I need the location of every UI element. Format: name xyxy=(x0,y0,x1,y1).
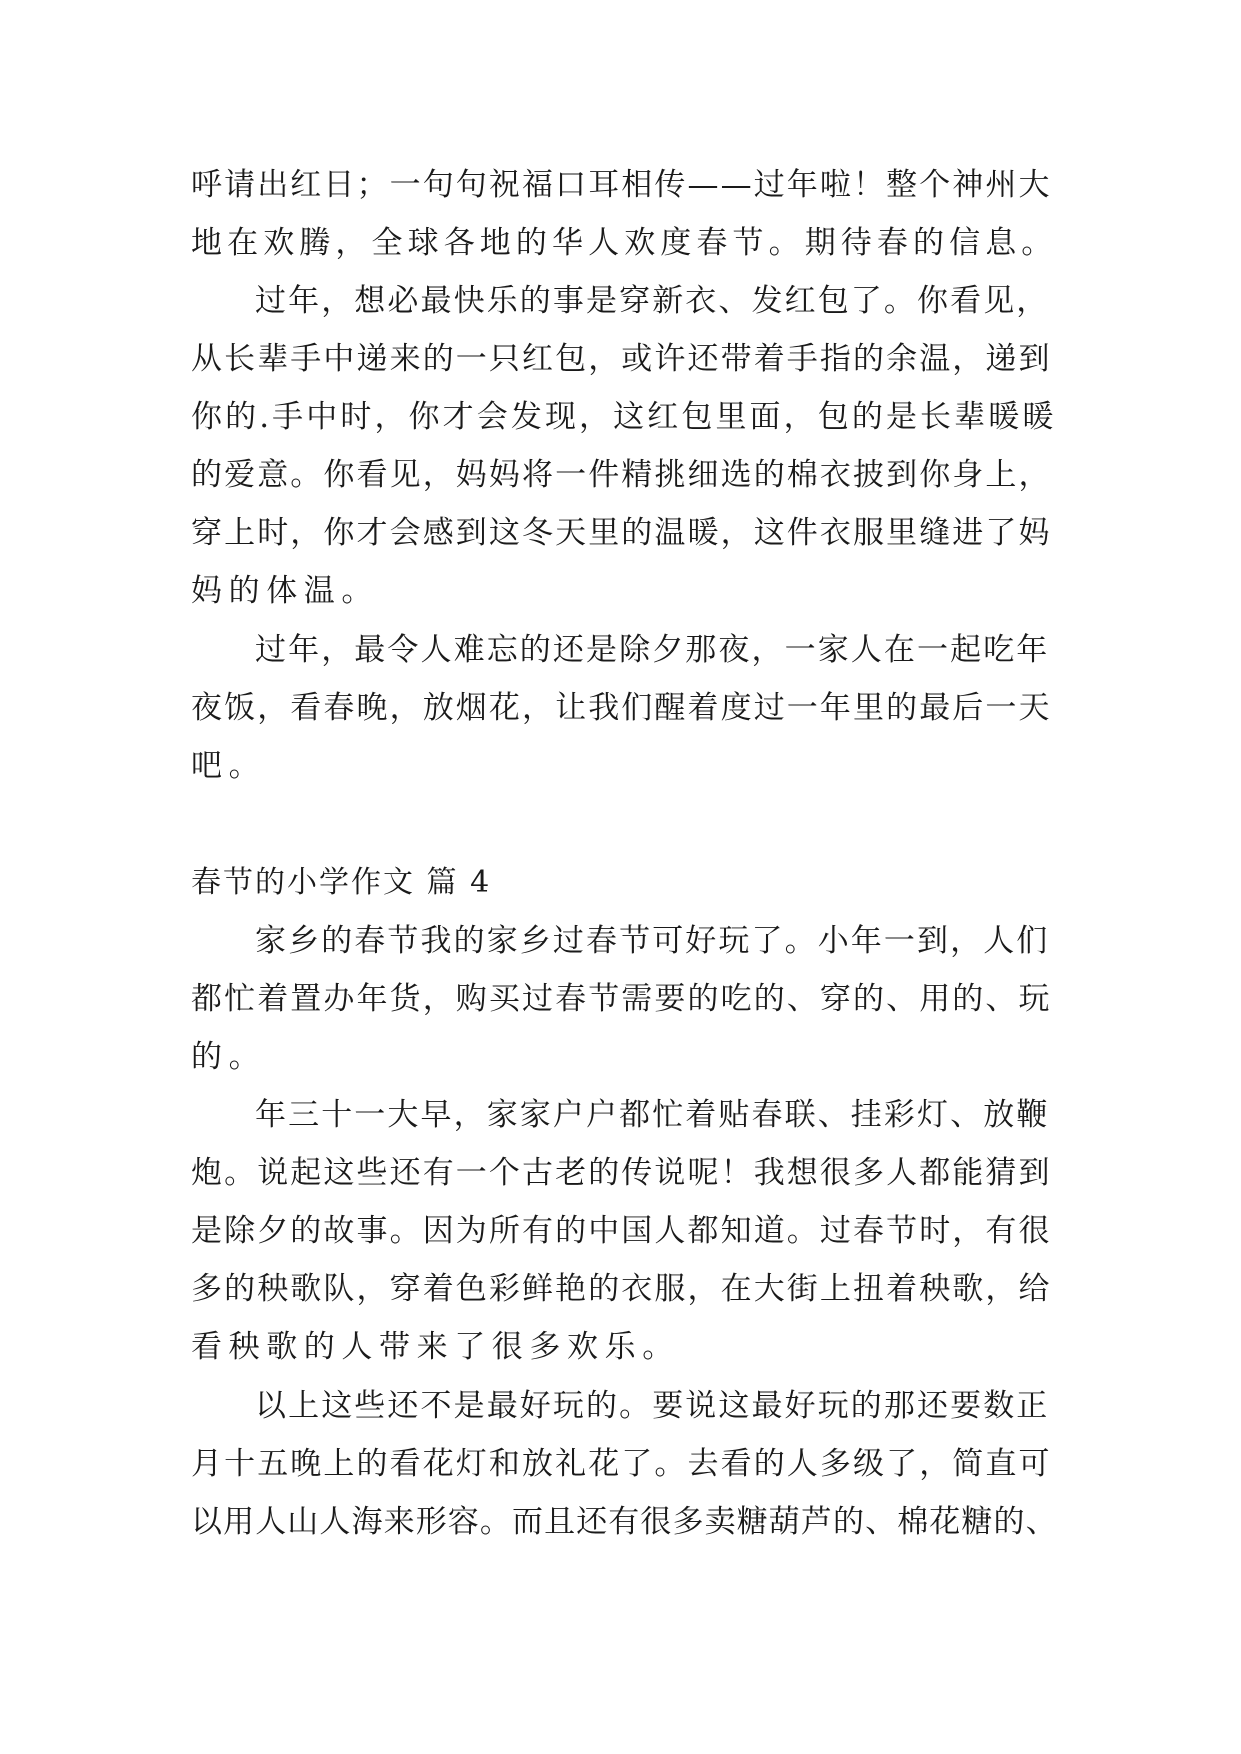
paragraph-line: 过年，最令人难忘的还是除夕那夜，一家人在一起吃年 xyxy=(255,632,1050,668)
paragraph-line: 多的秧歌队，穿着色彩鲜艳的衣服，在大街上扭着秧歌，给 xyxy=(191,1271,1052,1307)
paragraph-line: 炮。说起这些还有一个古老的传说呢！我想很多人都能猜到 xyxy=(191,1155,1052,1191)
paragraph-line: 穿上时，你才会感到这冬天里的温暖，这件衣服里缝进了妈 xyxy=(191,515,1052,551)
paragraph-line: 的。 xyxy=(191,1039,267,1075)
paragraph-line: 呼请出红日；一句句祝福口耳相传——过年啦！整个神州大 xyxy=(191,167,1052,203)
paragraph-line: 以用人山人海来形容。而且还有很多卖糖葫芦的、棉花糖的、 xyxy=(191,1504,1058,1540)
paragraph-line: 地在欢腾，全球各地的华人欢度春节。期待春的信息。 xyxy=(191,225,1058,261)
paragraph-line: 年三十一大早，家家户户都忙着贴春联、挂彩灯、放鞭 xyxy=(255,1097,1050,1133)
paragraph-line: 过年，想必最快乐的事是穿新衣、发红包了。你看见， xyxy=(255,283,1050,319)
paragraph-line: 看秧歌的人带来了很多欢乐。 xyxy=(191,1329,680,1365)
paragraph-line: 夜饭，看春晚，放烟花，让我们醒着度过一年里的最后一天 xyxy=(191,690,1052,726)
paragraph-line: 的爱意。你看见，妈妈将一件精挑细选的棉衣披到你身上， xyxy=(191,457,1052,493)
paragraph-line: 月十五晚上的看花灯和放礼花了。去看的人多级了，简直可 xyxy=(191,1446,1052,1482)
section-heading: 春节的小学作文 篇 4 xyxy=(191,865,492,900)
paragraph-line: 妈的体温。 xyxy=(191,573,379,609)
paragraph-line: 家乡的春节我的家乡过春节可好玩了。小年一到，人们 xyxy=(255,923,1050,959)
paragraph-line: 你的.手中时，你才会发现，这红包里面，包的是长辈暖暖 xyxy=(191,399,1057,435)
paragraph-line: 都忙着置办年货，购买过春节需要的吃的、穿的、用的、玩 xyxy=(191,981,1052,1017)
paragraph-line: 吧。 xyxy=(191,748,267,784)
paragraph-line: 是除夕的故事。因为所有的中国人都知道。过春节时，有很 xyxy=(191,1213,1052,1249)
paragraph-line: 以上这些还不是最好玩的。要说这最好玩的那还要数正 xyxy=(255,1388,1050,1424)
paragraph-line: 从长辈手中递来的一只红包，或许还带着手指的余温，递到 xyxy=(191,341,1052,377)
